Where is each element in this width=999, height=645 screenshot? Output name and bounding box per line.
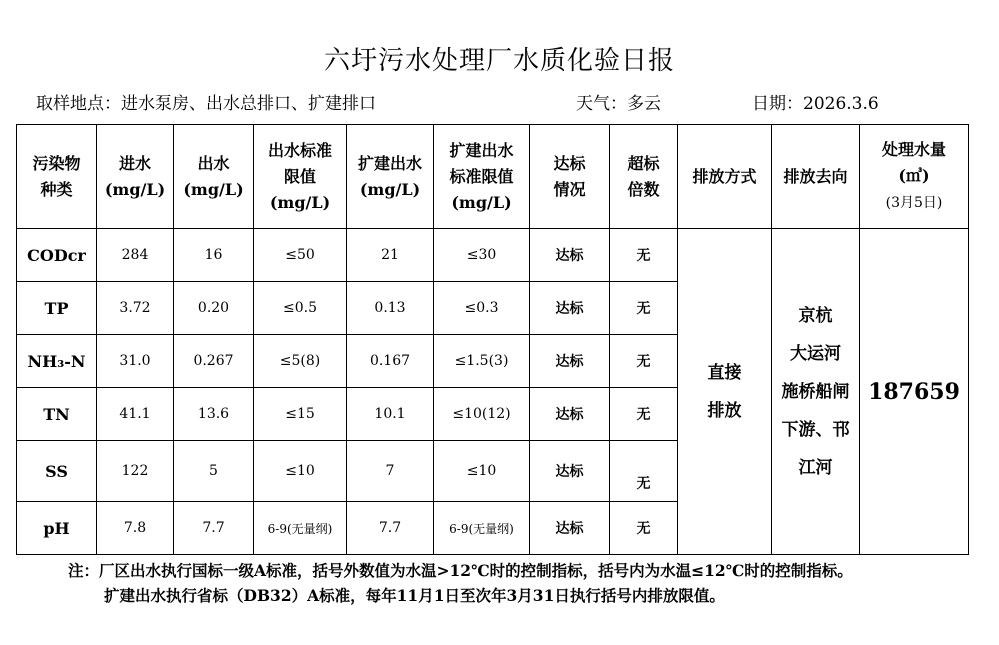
outflow-value: 13.6 — [174, 388, 254, 441]
report-date: 日期：2026.3.6 — [752, 94, 879, 114]
expansion-standard: ≤1.5(3) — [434, 335, 530, 388]
exceed-multiple: 无 — [610, 502, 678, 555]
expansion-outflow-value: 21 — [347, 229, 434, 282]
discharge-method: 直接 排放 — [678, 229, 772, 555]
weather: 天气：多云 — [576, 94, 661, 114]
inflow-value: 31.0 — [97, 335, 174, 388]
compliance-status: 达标 — [530, 388, 610, 441]
header-discharge-destination: 排放去向 — [772, 125, 860, 229]
expansion-outflow-value: 0.167 — [347, 335, 434, 388]
header-discharge-method: 排放方式 — [678, 125, 772, 229]
expansion-standard: ≤30 — [434, 229, 530, 282]
table-row — [17, 229, 969, 282]
header-outflow: 出水 (mg/L) — [174, 125, 254, 229]
outflow-standard: ≤5(8) — [254, 335, 347, 388]
expansion-standard: 6-9(无量纲) — [434, 502, 530, 555]
header-expansion-standard: 扩建出水 标准限值 (mg/L) — [434, 125, 530, 229]
exceed-multiple: 无 — [610, 441, 678, 502]
outflow-standard: ≤10 — [254, 441, 347, 502]
exceed-multiple: 无 — [610, 282, 678, 335]
compliance-status: 达标 — [530, 335, 610, 388]
outflow-standard: ≤0.5 — [254, 282, 347, 335]
header-expansion-outflow: 扩建出水 (mg/L) — [347, 125, 434, 229]
discharge-destination: 京杭 大运河 施桥船闸 下游、邗 江河 — [772, 229, 860, 555]
expansion-outflow-value: 7 — [347, 441, 434, 502]
sampling-location: 取样地点：进水泵房、出水总排口、扩建排口 — [36, 94, 376, 114]
compliance-status: 达标 — [530, 441, 610, 502]
header-compliance: 达标 情况 — [530, 125, 610, 229]
exceed-multiple: 无 — [610, 229, 678, 282]
param-name: TP — [17, 282, 97, 335]
exceed-multiple: 无 — [610, 388, 678, 441]
outflow-value: 0.20 — [174, 282, 254, 335]
outflow-value: 16 — [174, 229, 254, 282]
compliance-status: 达标 — [530, 502, 610, 555]
inflow-value: 122 — [97, 441, 174, 502]
param-name: TN — [17, 388, 97, 441]
header-outflow-standard: 出水标准 限值 (mg/L) — [254, 125, 347, 229]
header-pollutant: 污染物 种类 — [17, 125, 97, 229]
compliance-status: 达标 — [530, 282, 610, 335]
expansion-standard: ≤10(12) — [434, 388, 530, 441]
footnote-national-standard: 注：厂区出水执行国标一级A标准，括号外数值为水温>12℃时的控制指标，括号内为水温≤12℃时的控制指标。 — [68, 561, 853, 580]
outflow-standard: ≤15 — [254, 388, 347, 441]
compliance-status: 达标 — [530, 229, 610, 282]
outflow-value: 5 — [174, 441, 254, 502]
header-inflow: 进水 (mg/L) — [97, 125, 174, 229]
param-name: SS — [17, 441, 97, 502]
param-name: NH₃-N — [17, 335, 97, 388]
outflow-standard: 6-9(无量纲) — [254, 502, 347, 555]
inflow-value: 7.8 — [97, 502, 174, 555]
inflow-value: 284 — [97, 229, 174, 282]
inflow-value: 3.72 — [97, 282, 174, 335]
table-header-row — [17, 125, 969, 229]
param-name: pH — [17, 502, 97, 555]
param-name: CODcr — [17, 229, 97, 282]
outflow-standard: ≤50 — [254, 229, 347, 282]
header-treated-volume: 处理水量 (㎥) (3月5日) — [860, 125, 969, 229]
header-exceed-multiple: 超标 倍数 — [610, 125, 678, 229]
report-title: 六圩污水处理厂水质化验日报 — [323, 46, 675, 76]
expansion-outflow-value: 7.7 — [347, 502, 434, 555]
inflow-value: 41.1 — [97, 388, 174, 441]
expansion-outflow-value: 0.13 — [347, 282, 434, 335]
expansion-standard: ≤10 — [434, 441, 530, 502]
outflow-value: 7.7 — [174, 502, 254, 555]
outflow-value: 0.267 — [174, 335, 254, 388]
exceed-multiple: 无 — [610, 335, 678, 388]
expansion-outflow-value: 10.1 — [347, 388, 434, 441]
footnote-provincial-standard: 扩建出水执行省标（DB32）A标准，每年11月1日至次年3月31日执行括号内排放限值。 — [104, 586, 725, 605]
water-quality-table — [16, 124, 969, 555]
expansion-standard: ≤0.3 — [434, 282, 530, 335]
treated-volume: 187659 — [860, 229, 969, 555]
